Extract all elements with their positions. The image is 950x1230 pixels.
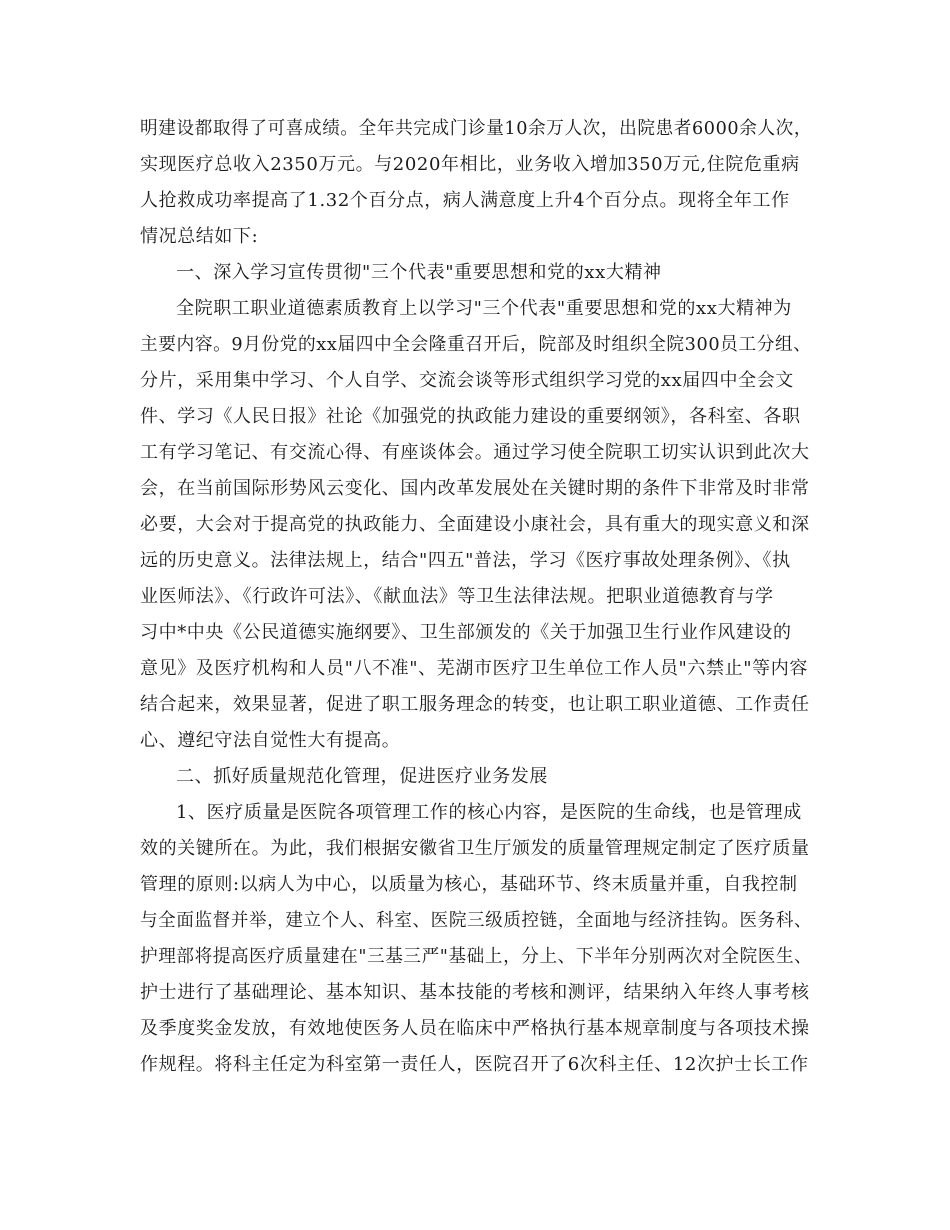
text-line-1: 明建设都取得了可喜成绩。全年共完成门诊量10余万人次，出院患者6000余人次， [140,118,813,139]
text-line-27: 作规程。将科主任定为科室第一责任人，医院召开了6次科主任、12次护士长工作 [140,1054,809,1075]
text-line-20: 1、医疗质量是医院各项管理工作的核心内容，是医院的生命线，也是管理成 [176,802,802,823]
text-line-16: 意见》及医疗机构和人员"八不准"、芜湖市医疗卫生单位工作人员"六禁止"等内容 [140,658,808,679]
text-line-26: 及季度奖金发放，有效地使医务人员在临床中严格执行基本规章制度与各项技术操 [140,1018,810,1039]
text-line-2: 实现医疗总收入2350万元。与2020年相比，业务收入增加350万元,住院危重病 [140,154,800,175]
text-line-17: 结合起来，效果显著，促进了职工服务理念的转变，也让职工职业道德、工作责任 [140,694,810,715]
text-line-6: 全院职工职业道德素质教育上以学习"三个代表"重要思想和党的xx大精神为 [176,298,792,319]
text-line-25: 护士进行了基础理论、基本知识、基本技能的考核和测评，结果纳入年终人事考核 [140,982,810,1003]
text-line-18: 心、遵纪守法自觉性大有提高。 [140,730,401,751]
text-line-24: 护理部将提高医疗质量建在"三基三严"基础上，分上、下半年分别两次对全院医生、 [140,946,813,967]
text-line-11: 会，在当前国际形势风云变化、国内改革发展处在关键时期的条件下非常及时非常 [140,478,810,499]
text-line-9: 件、学习《人民日报》社论《加强党的执政能力建设的重要纲领》，各科室、各职 [140,406,801,427]
text-line-10: 工有学习笔记、有交流心得、有座谈体会。通过学习使全院职工切实认识到此次大 [140,442,810,463]
text-line-13: 远的历史意义。法律法规上，结合"四五"普法，学习《医疗事故处理条例》、《执 [140,550,791,571]
text-line-4: 情况总结如下: [140,226,259,247]
text-line-21: 效的关键所在。为此，我们根据安徽省卫生厅颁发的质量管理规定制定了医疗质量 [140,838,810,859]
text-line-14: 业医师法》、《行政许可法》、《献血法》等卫生法律法规。把职业道德教育与学 [140,586,774,607]
text-line-3: 人抢救成功率提高了1.32个百分点，病人满意度上升4个百分点。现将全年工作 [140,190,790,211]
text-line-8: 分片，采用集中学习、个人自学、交流会谈等形式组织学习党的xx届四中全会文 [140,370,794,391]
text-line-22: 管理的原则:以病人为中心，以质量为核心，基础环节、终末质量并重，自我控制 [140,874,798,895]
text-line-15: 习中*中央《公民道德实施纲要》、卫生部颁发的《关于加强卫生行业作风建设的 [140,622,792,643]
section-heading-2: 二、抓好质量规范化管理，促进医疗业务发展 [176,766,548,787]
section-heading-1: 一、深入学习宣传贯彻"三个代表"重要思想和党的xx大精神 [176,262,662,283]
text-line-23: 与全面监督并举，建立个人、科室、医院三级质控链，全面地与经济挂钩。医务科、 [140,910,813,931]
text-line-12: 必要，大会对于提高党的执政能力、全面建设小康社会，具有重大的现实意义和深 [140,514,810,535]
text-line-7: 主要内容。9月份党的xx届四中全会隆重召开后，院部及时组织全院300员工分组、 [140,334,812,355]
